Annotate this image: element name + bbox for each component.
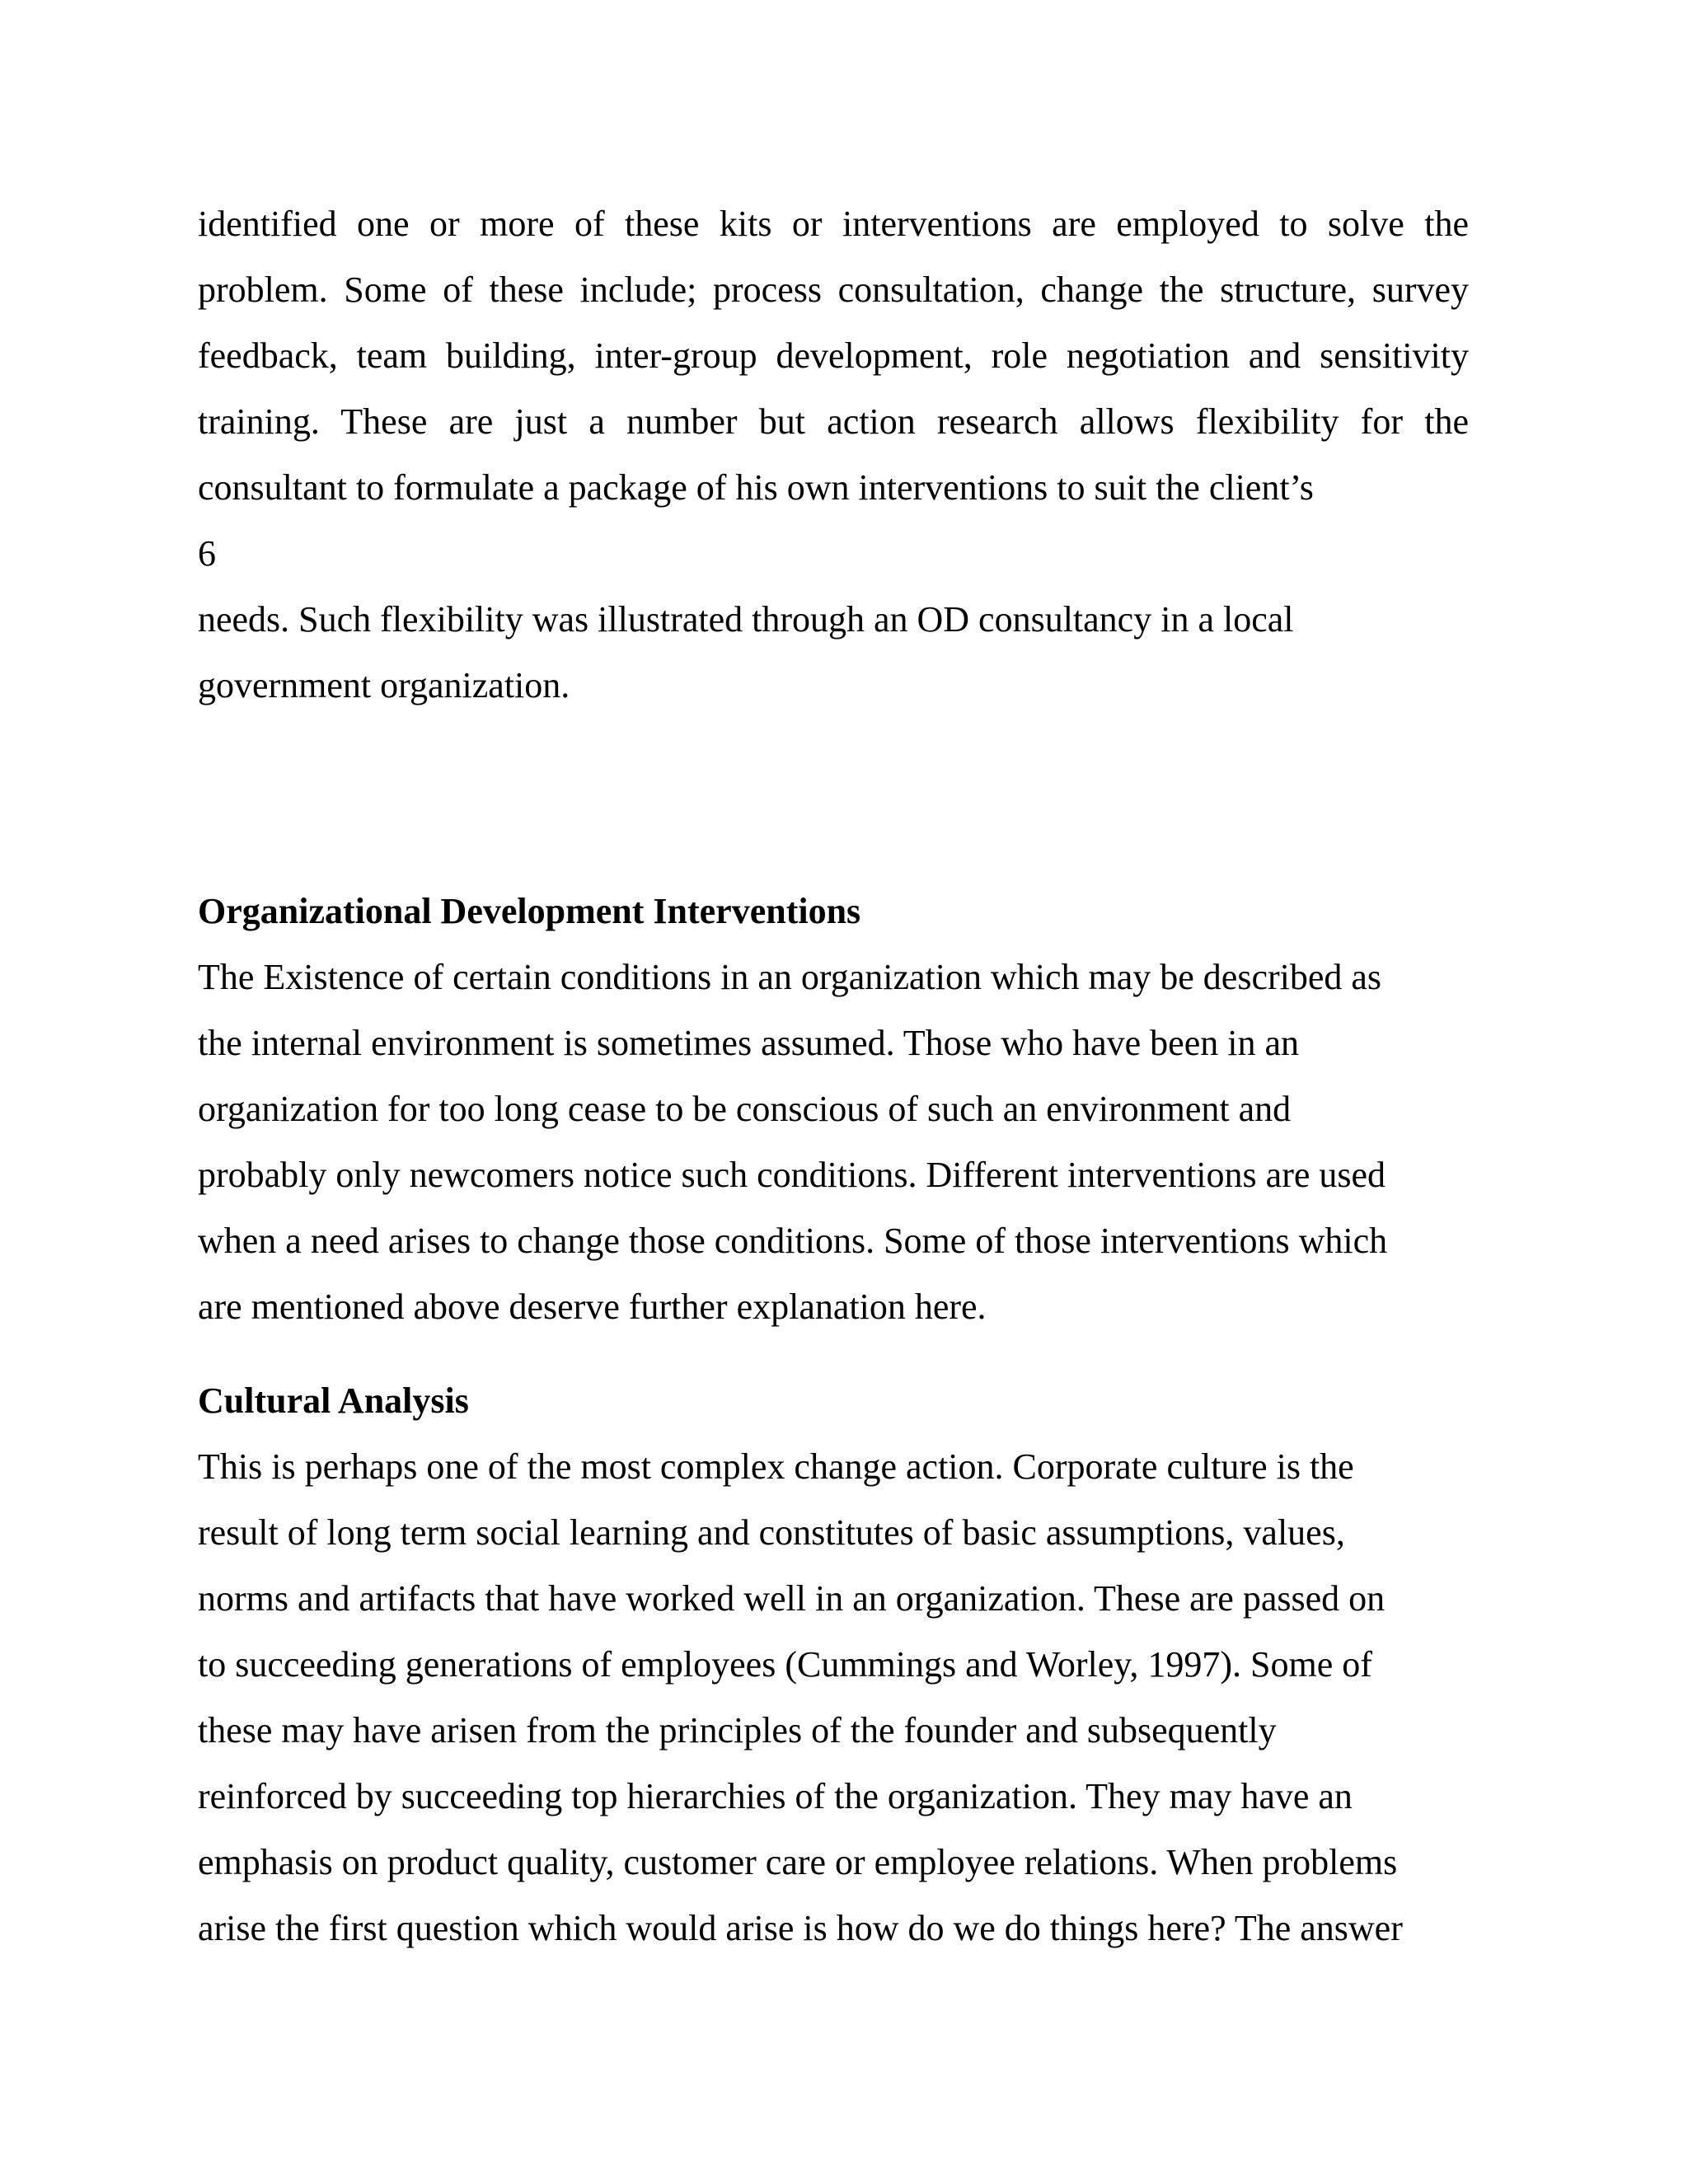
text-line: problem. Some of these include; process consultation, change the structure, survey <box>198 269 1469 310</box>
text-line: to succeeding generations of employees (Cummings and Worley, 1997). Some of <box>198 1644 1372 1685</box>
page-number: 6 <box>198 533 216 574</box>
text-line: organization for too long cease to be conscious of such an environment and <box>198 1089 1292 1129</box>
text-line: are mentioned above deserve further explanation here. <box>198 1286 987 1327</box>
text-line: needs. Such flexibility was illustrated through an OD consultancy in a local <box>198 599 1294 640</box>
text-line: This is perhaps one of the most complex change action. Corporate culture is the <box>198 1446 1354 1487</box>
section-spacer <box>198 719 1469 879</box>
section-spacer <box>198 1340 1469 1368</box>
text-line: these may have arisen from the principles of the founder and subsequently <box>198 1710 1277 1750</box>
text-line: reinforced by succeeding top hierarchies of the organization. They may have an <box>198 1776 1353 1816</box>
text-line: when a need arises to change those conditions. Some of those interventions which <box>198 1221 1388 1261</box>
text-line: feedback, team building, inter-group development, role negotiation and sensitivity <box>198 335 1469 376</box>
text-line: government organization. <box>198 665 570 705</box>
text-line: The Existence of certain conditions in an organization which may be described as <box>198 957 1382 997</box>
section-cultural-analysis <box>198 1368 1469 1961</box>
intro-paragraph <box>198 191 1469 719</box>
text-line: consultant to formulate a package of his own interventions to suit the client’s <box>198 467 1314 508</box>
text-line: norms and artifacts that have worked well in an organization. These are passed on <box>198 1578 1386 1619</box>
text-line: the internal environment is sometimes assumed. Those who have been in an <box>198 1023 1299 1063</box>
section-heading: Organizational Development Interventions <box>198 891 861 931</box>
text-line: result of long term social learning and constitutes of basic assumptions, values, <box>198 1512 1345 1553</box>
text-line: emphasis on product quality, customer care or employee relations. When problems <box>198 1842 1398 1882</box>
section-od-interventions <box>198 879 1469 1340</box>
text-line: probably only newcomers notice such conditions. Different interventions are used <box>198 1155 1386 1195</box>
text-line: training. These are just a number but action research allows flexibility for the <box>198 401 1469 442</box>
section-heading: Cultural Analysis <box>198 1380 469 1421</box>
text-line: identified one or more of these kits or interventions are employed to solve the <box>198 204 1469 244</box>
document-page <box>198 191 1469 1961</box>
text-line: arise the first question which would arise is how do we do things here? The answer <box>198 1908 1403 1948</box>
